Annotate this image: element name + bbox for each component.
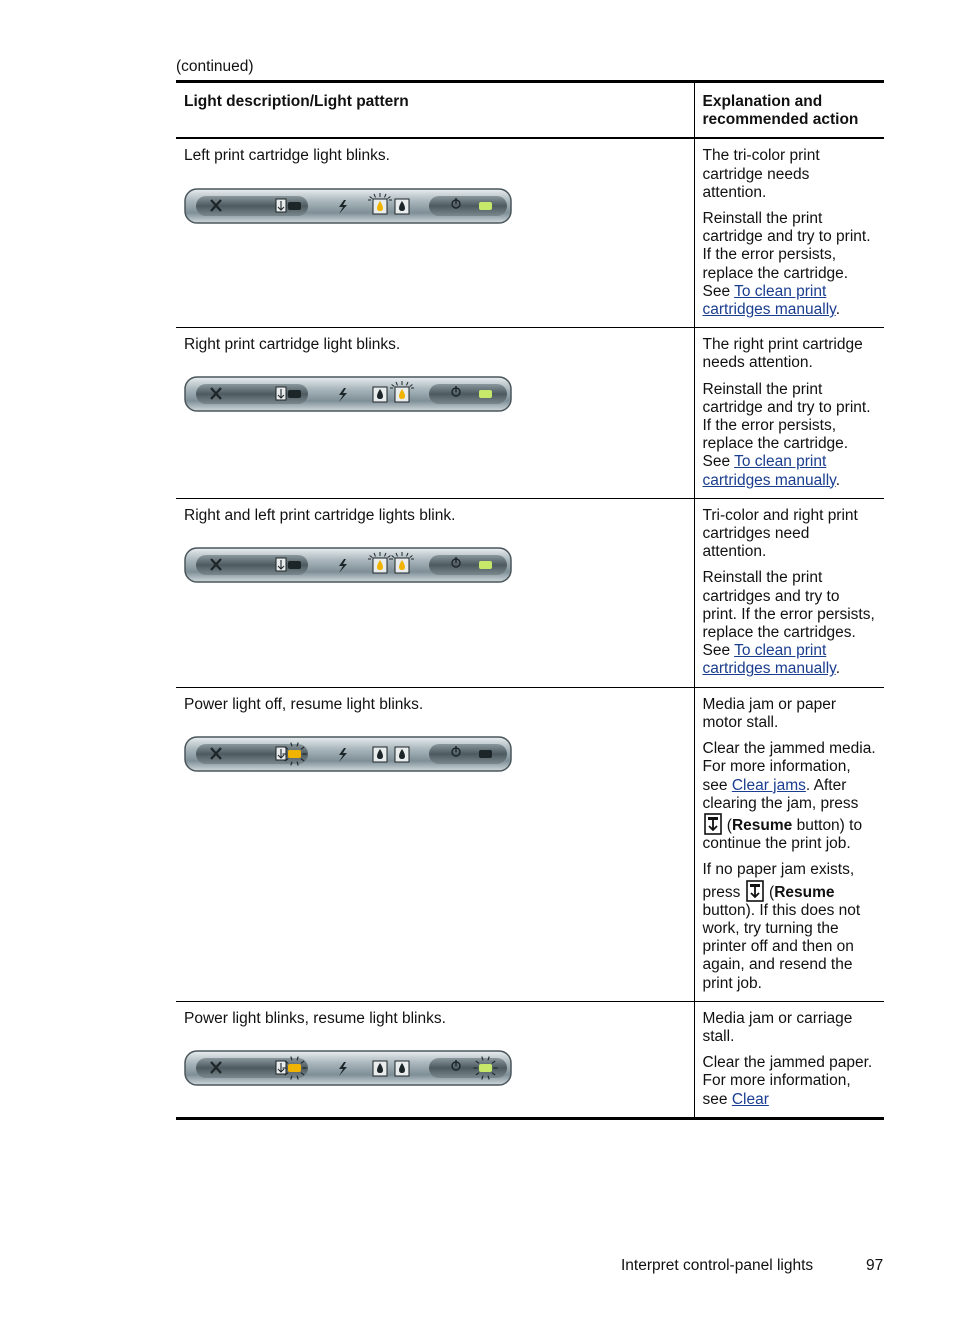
action-text: Clear the jammed media. For more information, see Clear jams. After clearing the jam, press (Resume button) to continue the print job. <box>702 740 876 853</box>
resume-button-icon <box>704 813 722 835</box>
light-description: Right print cartridge light blinks. <box>184 336 401 354</box>
table-row <box>176 498 884 687</box>
explanation-text: Tri-color and right print cartridges need attention. <box>702 506 858 561</box>
footer-section-title: Interpret control-panel lights <box>621 1257 814 1274</box>
header-explanation: Explanation and recommended action <box>694 82 884 139</box>
explanation-text: Media jam or paper motor stall. <box>702 695 837 731</box>
table-row <box>176 687 884 1001</box>
page-number: 97 <box>866 1257 884 1274</box>
explanation-cell <box>694 1001 884 1118</box>
light-description: Left print cartridge light blinks. <box>184 147 390 165</box>
action-text: Reinstall the print cartridge and try to print. If the error persists, replace the cartridge. See To clean print cartridges manually. <box>702 210 871 319</box>
table-row <box>176 328 884 499</box>
header-light-description: Light description/Light pattern <box>184 93 409 110</box>
explanation-text: The tri-color print cartridge needs attention. <box>702 147 820 201</box>
explanation-text: Media jam or carriage stall. <box>702 1009 853 1045</box>
clean-cartridges-link[interactable]: To clean print cartridges manually <box>702 642 836 678</box>
explanation-text: The right print cartridge needs attention. <box>702 336 863 372</box>
description-cell <box>176 138 694 327</box>
clean-cartridges-link[interactable]: To clean print cartridges manually <box>702 453 836 489</box>
light-description: Power light off, resume light blinks. <box>184 695 424 713</box>
description-cell <box>176 1001 694 1118</box>
action-text: Reinstall the print cartridge and try to print. If the error persists, replace the cartridge. See To clean print cartridges manually. <box>702 380 871 489</box>
continued-label: (continued) <box>176 58 254 75</box>
explanation-cell <box>694 328 884 499</box>
description-cell <box>176 687 694 1001</box>
light-description: Power light blinks, resume light blinks. <box>184 1009 446 1027</box>
explanation-cell <box>694 498 884 687</box>
control-panel-image <box>184 1050 512 1086</box>
control-panel-image <box>184 547 512 583</box>
control-panel-image <box>184 376 512 412</box>
control-panel-image <box>184 736 512 772</box>
clear-jams-link[interactable]: Clear <box>731 1090 769 1108</box>
lights-table <box>176 80 884 1120</box>
description-cell <box>176 498 694 687</box>
explanation-cell <box>694 687 884 1001</box>
clear-jams-link[interactable]: Clear jams <box>731 776 806 794</box>
description-cell <box>176 328 694 499</box>
table-header-row <box>176 82 884 139</box>
light-description: Right and left print cartridge lights blink. <box>184 506 456 524</box>
explanation-cell <box>694 138 884 327</box>
table-row <box>176 1001 884 1118</box>
action-text: Reinstall the print cartridges and try to print. If the error persists, replace the cartridges. See To clean print cartridges manually. <box>702 569 875 678</box>
control-panel-image <box>184 188 512 224</box>
table-row <box>176 138 884 327</box>
clean-cartridges-link[interactable]: To clean print cartridges manually <box>702 282 836 319</box>
action-text: If no paper jam exists, press (Resume button). If this does not work, try turning the printer off and then on again, and resend the print job. <box>702 861 861 992</box>
resume-button-icon <box>746 880 764 902</box>
action-text: Clear the jammed paper. For more information, see Clear <box>702 1054 873 1108</box>
